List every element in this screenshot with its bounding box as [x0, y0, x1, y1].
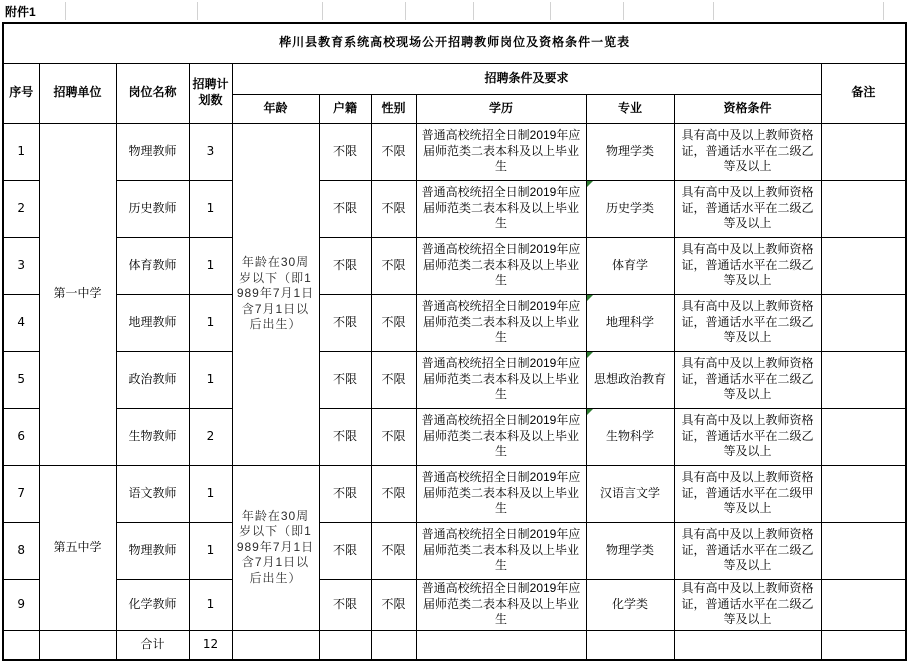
table-row	[3, 351, 906, 408]
cell-major	[586, 408, 674, 465]
cell-education: 普通高校统招全日制2019年应届师范类二表本科及以上毕业生	[416, 294, 586, 351]
cell-major: 物理学类	[586, 123, 674, 180]
cell-major: 物理学类	[586, 522, 674, 579]
cell-remark	[821, 465, 906, 522]
col-header-qualification: 资格条件	[674, 94, 821, 123]
cell-plan: 1	[189, 522, 232, 579]
cell-position: 语文教师	[116, 465, 189, 522]
faint-grid-line	[405, 2, 406, 20]
cell-qualification: 具有高中及以上教师资格证，普通话水平在二级乙等及以上	[674, 123, 821, 180]
cell-plan: 3	[189, 123, 232, 180]
cell-household: 不限	[319, 408, 371, 465]
faint-grid-line	[550, 2, 551, 20]
page-title: 桦川县教育系统高校现场公开招聘教师岗位及资格条件一览表	[3, 23, 906, 63]
comment-marker-icon	[587, 181, 593, 187]
cell-index: 4	[3, 294, 39, 351]
cell-gender-empty	[371, 630, 416, 660]
col-header-index: 序号	[3, 63, 39, 123]
col-header-position: 岗位名称	[116, 63, 189, 123]
cell-major-text: 思想政治教育	[593, 371, 666, 386]
table-row	[3, 465, 906, 522]
cell-remark	[821, 180, 906, 237]
cell-index: 9	[3, 579, 39, 630]
table-row	[3, 294, 906, 351]
cell-index-empty	[3, 630, 39, 660]
cell-plan: 1	[189, 351, 232, 408]
cell-plan: 1	[189, 180, 232, 237]
total-label: 合计	[116, 630, 189, 660]
cell-remark	[821, 579, 906, 630]
col-header-household: 户籍	[319, 94, 371, 123]
table-row	[3, 123, 906, 180]
faint-grid-line	[623, 2, 624, 20]
cell-education: 普通高校统招全日制2019年应届师范类二表本科及以上毕业生	[416, 465, 586, 522]
cell-qualification: 具有高中及以上教师资格证，普通话水平在二级甲等及以上	[674, 465, 821, 522]
col-header-education: 学历	[416, 94, 586, 123]
cell-gender: 不限	[371, 579, 416, 630]
cell-plan: 2	[189, 408, 232, 465]
cell-education: 普通高校统招全日制2019年应届师范类二表本科及以上毕业生	[416, 408, 586, 465]
cell-household: 不限	[319, 294, 371, 351]
cell-qualification: 具有高中及以上教师资格证，普通话水平在二级乙等及以上	[674, 579, 821, 630]
col-header-conditions-group: 招聘条件及要求	[232, 63, 821, 94]
comment-marker-icon	[587, 295, 593, 301]
cell-major	[586, 294, 674, 351]
cell-position: 化学教师	[116, 579, 189, 630]
faint-grid-line	[65, 2, 66, 20]
cell-index: 7	[3, 465, 39, 522]
cell-index: 1	[3, 123, 39, 180]
cell-household: 不限	[319, 465, 371, 522]
cell-plan: 1	[189, 237, 232, 294]
cell-position: 物理教师	[116, 123, 189, 180]
faint-grid-line	[322, 2, 323, 20]
cell-major-text: 历史学类	[605, 200, 654, 215]
cell-age-school1: 年龄在30周岁以下（即1989年7月1日含7月1日以后出生）	[232, 123, 319, 465]
cell-age-school2: 年龄在30周岁以下（即1989年7月1日含7月1日以后出生）	[232, 465, 319, 630]
cell-gender: 不限	[371, 294, 416, 351]
cell-gender: 不限	[371, 237, 416, 294]
cell-index: 3	[3, 237, 39, 294]
table-row	[3, 408, 906, 465]
cell-plan: 1	[189, 579, 232, 630]
cell-major-text: 地理科学	[605, 314, 654, 329]
cell-household-empty	[319, 630, 371, 660]
comment-marker-icon	[587, 352, 593, 358]
faint-grid-line	[473, 2, 474, 20]
cell-major-empty	[586, 630, 674, 660]
cell-remark-empty	[821, 630, 906, 660]
col-header-plan: 招聘计划数	[189, 63, 232, 123]
cell-household: 不限	[319, 522, 371, 579]
cell-position: 政治教师	[116, 351, 189, 408]
table-row	[3, 180, 906, 237]
cell-major	[586, 351, 674, 408]
table-row	[3, 579, 906, 630]
cell-major: 化学类	[586, 579, 674, 630]
table-row	[3, 522, 906, 579]
cell-remark	[821, 351, 906, 408]
cell-position: 体育教师	[116, 237, 189, 294]
col-header-gender: 性别	[371, 94, 416, 123]
cell-position: 物理教师	[116, 522, 189, 579]
cell-education: 普通高校统招全日制2019年应届师范类二表本科及以上毕业生	[416, 123, 586, 180]
total-row	[3, 630, 906, 660]
cell-major-text: 生物科学	[605, 428, 654, 443]
cell-education: 普通高校统招全日制2019年应届师范类二表本科及以上毕业生	[416, 237, 586, 294]
cell-education: 普通高校统招全日制2019年应届师范类二表本科及以上毕业生	[416, 579, 586, 630]
col-header-major: 专业	[586, 94, 674, 123]
col-header-remark: 备注	[821, 63, 906, 123]
cell-remark	[821, 294, 906, 351]
cell-gender: 不限	[371, 123, 416, 180]
cell-gender: 不限	[371, 180, 416, 237]
cell-remark	[821, 123, 906, 180]
cell-index: 6	[3, 408, 39, 465]
cell-unit-empty	[39, 630, 116, 660]
cell-education: 普通高校统招全日制2019年应届师范类二表本科及以上毕业生	[416, 522, 586, 579]
col-header-unit: 招聘单位	[39, 63, 116, 123]
faint-grid-line	[883, 2, 884, 20]
cell-index: 8	[3, 522, 39, 579]
cell-household: 不限	[319, 237, 371, 294]
cell-gender: 不限	[371, 351, 416, 408]
cell-household: 不限	[319, 351, 371, 408]
cell-qualification: 具有高中及以上教师资格证，普通话水平在二级乙等及以上	[674, 237, 821, 294]
col-header-age: 年龄	[232, 94, 319, 123]
cell-major: 体育学	[586, 237, 674, 294]
table-row	[3, 237, 906, 294]
cell-gender: 不限	[371, 522, 416, 579]
cell-index: 2	[3, 180, 39, 237]
cell-plan: 1	[189, 294, 232, 351]
cell-position: 历史教师	[116, 180, 189, 237]
cell-qualification: 具有高中及以上教师资格证，普通话水平在二级乙等及以上	[674, 351, 821, 408]
cell-gender: 不限	[371, 465, 416, 522]
cell-qualification: 具有高中及以上教师资格证，普通话水平在二级乙等及以上	[674, 294, 821, 351]
cell-gender: 不限	[371, 408, 416, 465]
cell-unit-school2: 第五中学	[39, 465, 116, 630]
cell-qualification: 具有高中及以上教师资格证，普通话水平在二级乙等及以上	[674, 408, 821, 465]
cell-remark	[821, 408, 906, 465]
cell-remark	[821, 522, 906, 579]
cell-unit-school1: 第一中学	[39, 123, 116, 465]
cell-household: 不限	[319, 579, 371, 630]
recruitment-table	[2, 22, 907, 661]
cell-plan: 1	[189, 465, 232, 522]
cell-qualification-empty	[674, 630, 821, 660]
cell-major	[586, 180, 674, 237]
cell-major: 汉语言文学	[586, 465, 674, 522]
cell-index: 5	[3, 351, 39, 408]
cell-qualification: 具有高中及以上教师资格证，普通话水平在二级乙等及以上	[674, 522, 821, 579]
cell-household: 不限	[319, 123, 371, 180]
comment-marker-icon	[587, 409, 593, 415]
cell-education: 普通高校统招全日制2019年应届师范类二表本科及以上毕业生	[416, 180, 586, 237]
total-value: 12	[189, 630, 232, 660]
cell-remark	[821, 237, 906, 294]
faint-grid-line	[197, 2, 198, 20]
cell-household: 不限	[319, 180, 371, 237]
cell-qualification: 具有高中及以上教师资格证，普通话水平在二级乙等及以上	[674, 180, 821, 237]
cell-education-empty	[416, 630, 586, 660]
cell-position: 地理教师	[116, 294, 189, 351]
cell-education: 普通高校统招全日制2019年应届师范类二表本科及以上毕业生	[416, 351, 586, 408]
attachment-label: 附件1	[5, 5, 36, 19]
cell-position: 生物教师	[116, 408, 189, 465]
faint-grid-line	[713, 2, 714, 20]
cell-age-empty	[232, 630, 319, 660]
